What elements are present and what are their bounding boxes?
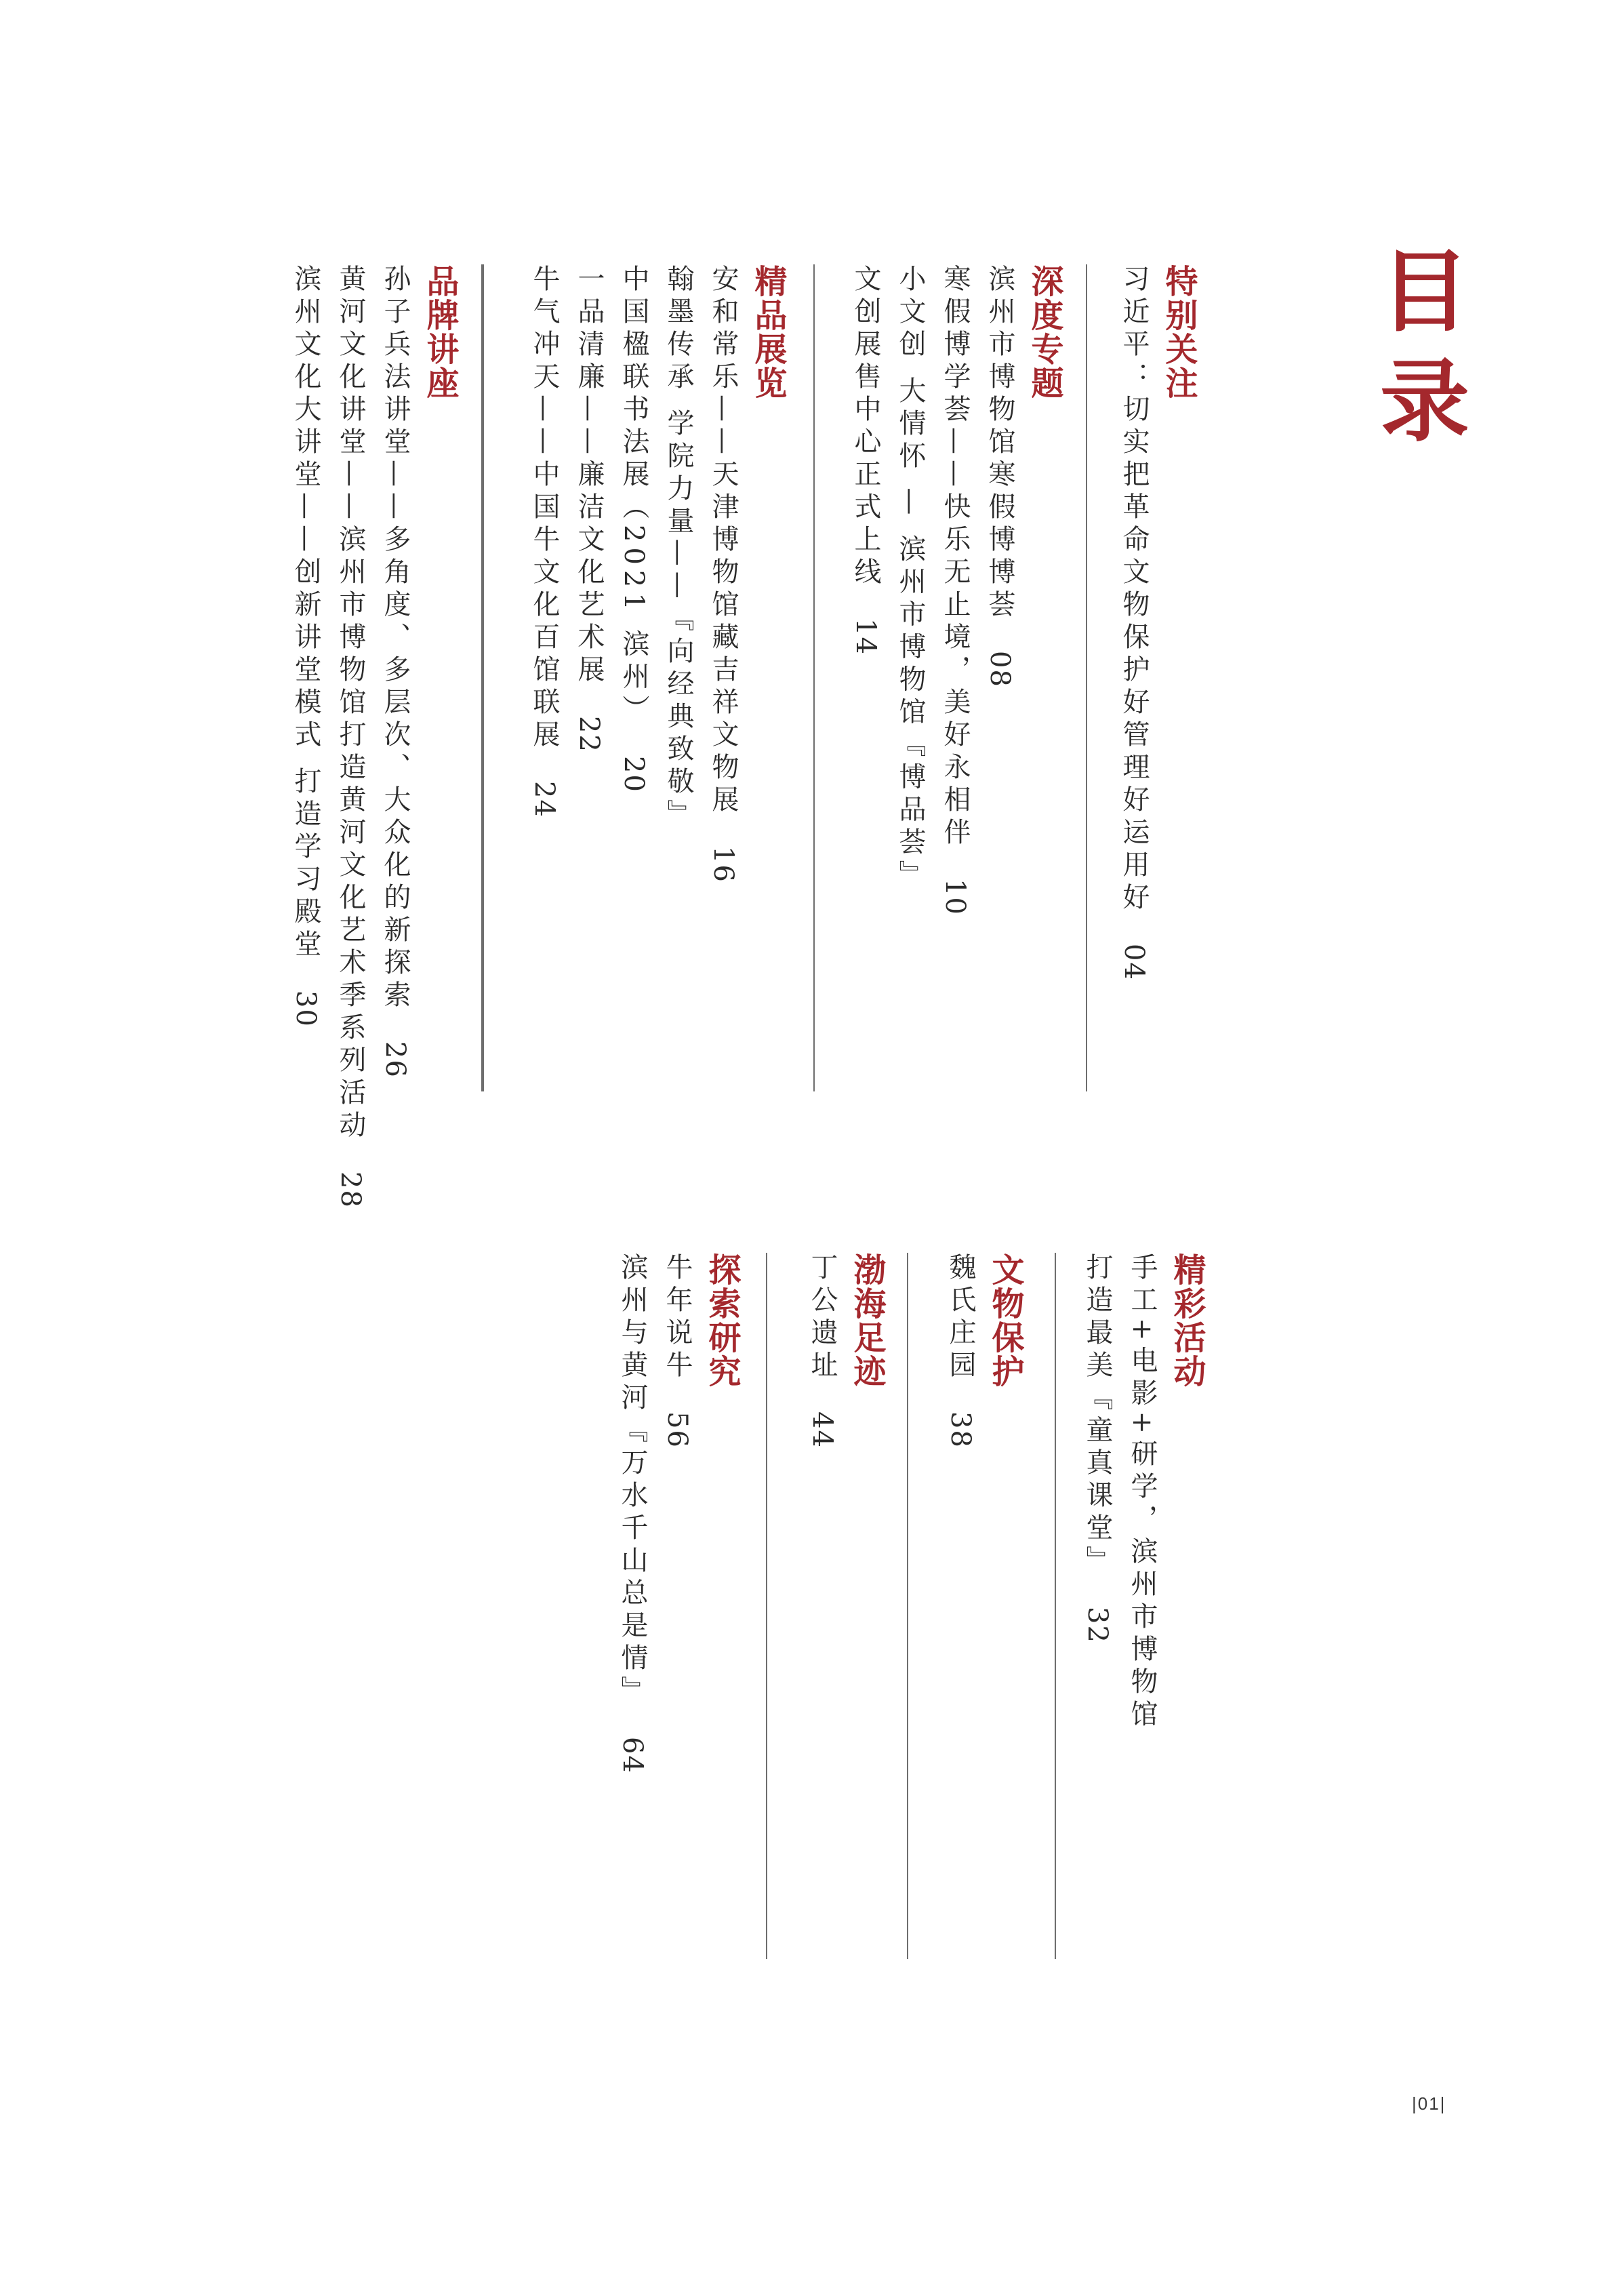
section-divider: [907, 1253, 908, 1959]
page-number: |01|: [1412, 2093, 1446, 2114]
toc-section-activities: [1075, 1253, 1209, 1732]
section-title[interactable]: 特别关注: [1160, 264, 1198, 400]
toc-entry[interactable]: 牛年说牛56: [655, 1253, 699, 1774]
page-ref: 44: [807, 1411, 838, 1449]
section-title[interactable]: 渤海足迹: [848, 1253, 886, 1388]
section-divider-after-lectures-visible: [481, 264, 483, 1091]
section-title[interactable]: 精彩活动: [1168, 1253, 1206, 1388]
toc-entry[interactable]: 魏氏庄园38: [938, 1253, 983, 1449]
page-ref: 32: [1082, 1607, 1113, 1644]
section-title[interactable]: 精品展览: [749, 264, 787, 400]
page-ref: 30: [290, 990, 321, 1028]
page-ref: 10: [939, 879, 971, 916]
section-divider: [1086, 264, 1087, 1091]
page-ref: 20: [618, 755, 649, 793]
toc-entry[interactable]: 中国楹联书法展（2021 滨州）20: [611, 264, 656, 883]
page-ref: 04: [1118, 944, 1150, 981]
toc-entry[interactable]: 习近平：切实把革命文物保护好管理好运用好04: [1112, 264, 1156, 981]
page-title: 目录: [1364, 244, 1469, 464]
section-title[interactable]: 文物保护: [986, 1253, 1024, 1388]
toc-entry[interactable]: 打造最美『童真课堂』32: [1075, 1253, 1120, 1732]
section-divider-exhibitions-lectures: [483, 264, 484, 1091]
toc-entry[interactable]: 翰墨传承 学院力量——『向经典致敬』: [663, 264, 694, 832]
toc-entry[interactable]: 丁公遗址44: [800, 1253, 845, 1449]
toc-entry[interactable]: 滨州与黄河『万水千山总是情』64: [610, 1253, 655, 1774]
toc-section-bohai-footprints: [800, 1253, 889, 1449]
toc-section-in-depth: [843, 264, 1067, 916]
toc-section-lectures: [283, 264, 462, 1209]
toc-entry[interactable]: 安和常乐——天津博物馆藏吉祥文物展16: [701, 264, 746, 883]
toc-section-exhibitions: [522, 264, 790, 883]
toc-entry[interactable]: 文创展售中心正式上线14: [843, 264, 888, 916]
page-ref: 26: [380, 1041, 411, 1079]
page-ref: 14: [850, 618, 881, 656]
section-title[interactable]: 深度专题: [1026, 264, 1063, 400]
toc-entry[interactable]: 一品清廉——廉洁文化艺术展22: [567, 264, 611, 883]
toc-entry[interactable]: 滨州市博物馆寒假博博荟08: [977, 264, 1022, 916]
section-divider: [766, 1253, 767, 1959]
section-divider: [813, 264, 815, 1091]
toc-entry[interactable]: 寒假博学荟——快乐无止境，美好永相伴10: [933, 264, 977, 916]
page-ref: 64: [617, 1737, 648, 1774]
toc-entry[interactable]: 滨州文化大讲堂——创新讲堂模式 打造学习殿堂30: [283, 264, 328, 1209]
section-divider: [1055, 1253, 1056, 1959]
toc-entry[interactable]: 手工+电影+研学，滨州市博物馆: [1126, 1253, 1158, 1733]
page-ref: 56: [662, 1411, 693, 1449]
toc-entry[interactable]: 黄河文化讲堂——滨州市博物馆打造黄河文化艺术季系列活动28: [328, 264, 373, 1209]
section-title[interactable]: 探索研究: [703, 1253, 741, 1388]
page-ref: 38: [945, 1411, 976, 1449]
toc-entry[interactable]: 牛气冲天——中国牛文化百馆联展24: [522, 264, 567, 883]
toc-entry[interactable]: 小文创 大情怀 — 滨州市博物馆『博品荟』: [895, 264, 926, 893]
page-ref: 22: [573, 716, 605, 753]
page-ref: 28: [335, 1171, 366, 1209]
page-ref: 16: [708, 846, 739, 883]
toc-entry[interactable]: 孙子兵法讲堂——多角度、多层次、大众化的新探索26: [373, 264, 418, 1209]
page-ref: 08: [984, 651, 1015, 688]
toc-section-research: [610, 1253, 744, 1774]
section-title[interactable]: 品牌讲座: [421, 264, 459, 400]
toc-section-relic-protection: [938, 1253, 1028, 1449]
toc-section-special-focus: [1112, 264, 1201, 981]
page-ref: 24: [529, 781, 560, 818]
